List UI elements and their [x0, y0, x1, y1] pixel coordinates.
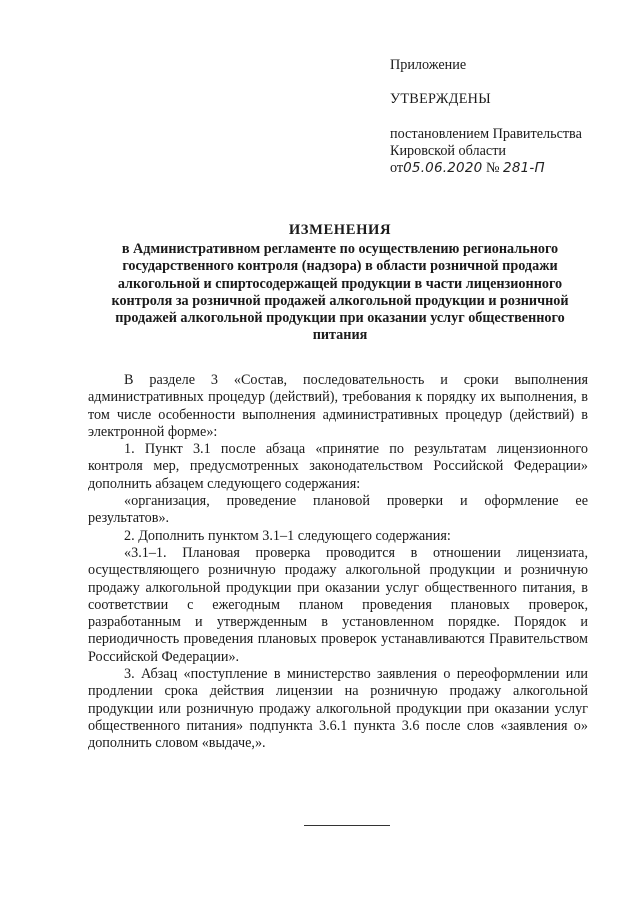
title-line: государственного контроля (надзора) в области розничной продажи — [122, 258, 558, 275]
approved-label: УТВЕРЖДЕНЫ — [390, 91, 491, 107]
document-body — [88, 372, 588, 753]
title-line: питания — [312, 327, 368, 344]
resolution-date-line — [390, 160, 582, 177]
body-paragraph: 1. Пункт 3.1 после абзаца «принятие по результатам лицензионного контроля мер, предусмотренных законодательством Российской Федерации» дополнить абзацем следующего содержания: — [88, 441, 588, 492]
resolution-block — [390, 126, 582, 177]
date-value: 05.06.2020 — [403, 160, 483, 176]
title-line: алкогольной и спиртосодержащей продукции в части лицензионного — [117, 275, 563, 292]
body-paragraph: 2. Дополнить пунктом 3.1–1 следующего содержания: — [124, 527, 451, 544]
footer-divider — [304, 825, 390, 826]
appendix-label: Приложение — [390, 57, 467, 73]
title-line: в Административном регламенте по осуществлению регионального — [121, 241, 559, 258]
document-title — [60, 222, 620, 344]
resolution-line-1: постановлением Правительства — [390, 126, 582, 142]
title-heading: ИЗМЕНЕНИЯ — [288, 222, 392, 238]
body-paragraph: В разделе 3 «Состав, последовательность и сроки выполнения административных процедур (действий), требования к порядку их выполнения, в том числе особенности выполнения административных процедур (действий) в электронной форме»: — [88, 372, 588, 440]
date-prefix: от — [390, 160, 404, 176]
body-paragraph: «3.1–1. Плановая проверка проводится в отношении лицензиата, осуществляющего розничную продажу алкогольной продукции и розничную продажу алкогольной продукции при оказании услуг общественного питания, в соответствии с ежегодным планом проведения плановых проверок, разработанным и утвержденным в установленном порядке. Порядок и периодичность проведения плановых проверок устанавливаются Правительством Российской Федерации». — [88, 544, 588, 665]
body-paragraph: 3. Абзац «поступление в министерство заявления о переоформлении или продлении срока действия лицензии на розничную продажу алкогольной продукции или розничную продажу алкогольной продукции при оказании услуг общественного питания» подпункта 3.6.1 пункта 3.6 после слов «заявления о» дополнить словом «выдаче,». — [88, 666, 588, 752]
resolution-line-2: Кировской области — [390, 143, 506, 159]
title-line: продажей алкогольной продукции при оказании услуг общественного — [115, 310, 565, 327]
number-prefix: № — [485, 160, 500, 176]
title-line: контроля за розничной продажей алкогольной продукции и розничной — [111, 292, 569, 309]
number-value: 281-П — [503, 160, 545, 176]
body-paragraph: «организация, проведение плановой проверки и оформление ее результатов». — [88, 493, 588, 527]
